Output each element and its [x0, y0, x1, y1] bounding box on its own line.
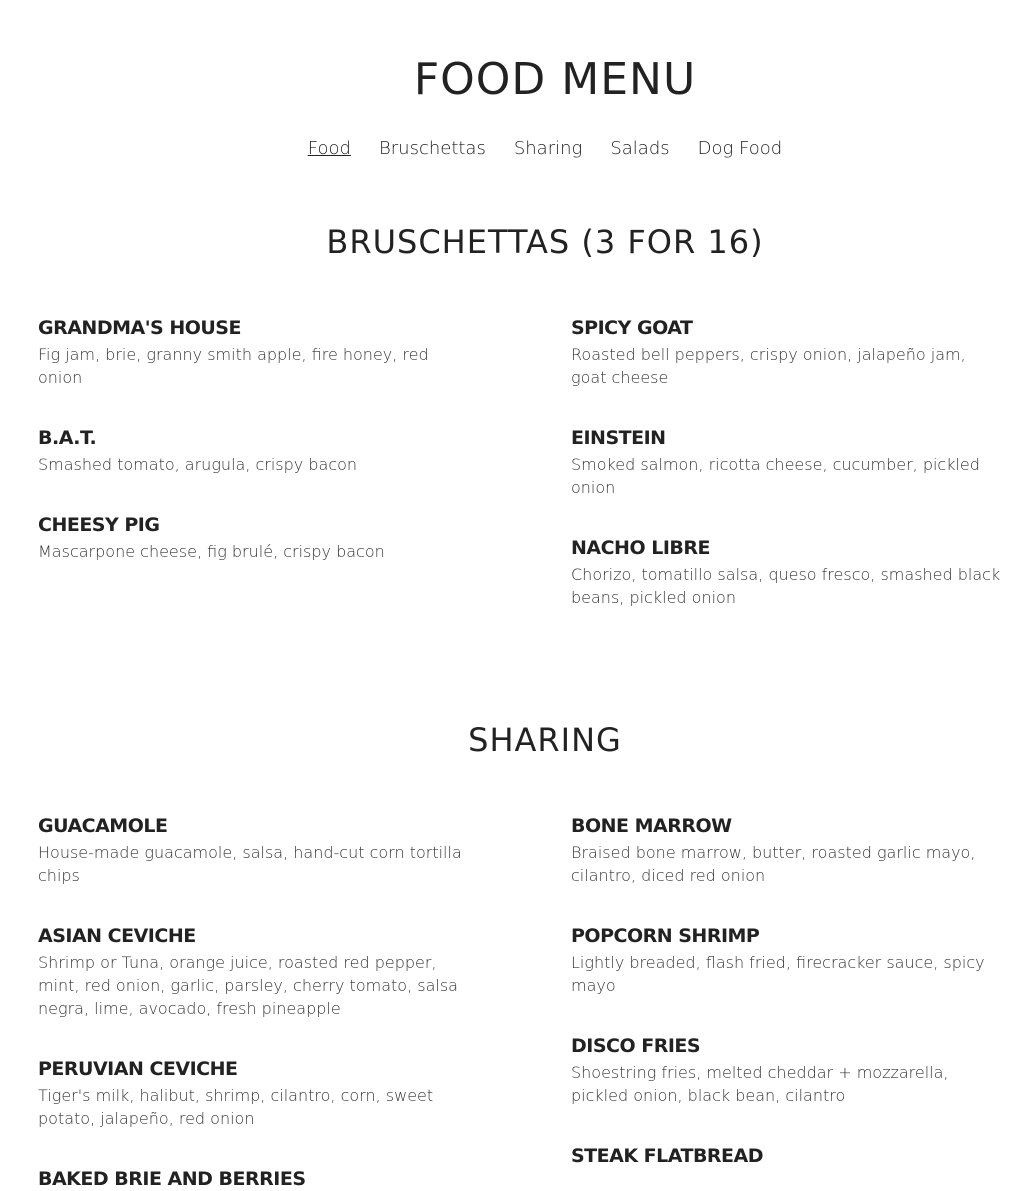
item-description: Smoked salmon, ricotta cheese, cucumber, pickled onion [571, 455, 980, 497]
item-description: Tiger's milk, halibut, shrimp, cilantro, corn, sweet potato, jalapeño, red onion [38, 1086, 434, 1128]
menu-item [38, 426, 468, 476]
menu-item [571, 316, 1001, 389]
menu-item [571, 426, 1001, 499]
item-description: Chorizo, tomatillo salsa, queso fresco, smashed black beans, pickled onion [571, 565, 1001, 607]
bruschettas-right-column [571, 316, 1001, 609]
sharing-left-column [38, 814, 468, 1191]
item-description: Lightly breaded, flash fried, firecracker sauce, spicy mayo [571, 953, 985, 995]
section-title-sharing: SHARING [468, 721, 622, 759]
category-nav [0, 138, 1010, 159]
item-name: NACHO LIBRE [571, 537, 710, 559]
item-name: EINSTEIN [571, 427, 666, 449]
item-name: PERUVIAN CEVICHE [38, 1058, 238, 1080]
menu-item [38, 1167, 468, 1191]
item-name: BAKED BRIE AND BERRIES [38, 1168, 306, 1190]
item-name: B.A.T. [38, 427, 97, 449]
page-title: FOOD MENU [413, 54, 697, 105]
section-title-bruschettas: BRUSCHETTAS (3 FOR 16) [326, 223, 764, 261]
menu-item [38, 316, 468, 389]
menu-item [571, 814, 1001, 887]
item-description: Roasted bell peppers, crispy onion, jalapeño jam, goat cheese [571, 345, 966, 387]
item-description: Mascarpone cheese, fig brulé, crispy bacon [38, 542, 385, 561]
menu-item [571, 924, 1001, 997]
nav-link-food[interactable]: Food [307, 138, 351, 159]
menu-item [571, 1034, 1001, 1107]
item-description: Shrimp or Tuna, orange juice, roasted red pepper, mint, red onion, garlic, parsley, cherry tomato, salsa negra, lime, avocado, fresh pineapple [38, 953, 458, 1018]
item-name: STEAK FLATBREAD [571, 1145, 764, 1167]
bruschettas-left-column [38, 316, 468, 563]
item-name: POPCORN SHRIMP [571, 925, 760, 947]
item-description: Fig jam, brie, granny smith apple, fire honey, red onion [38, 345, 429, 387]
item-description: Smashed tomato, arugula, crispy bacon [38, 455, 358, 474]
menu-item [571, 536, 1001, 609]
menu-item [38, 1057, 468, 1130]
nav-link-bruschettas[interactable]: Bruschettas [378, 138, 486, 159]
item-description: Braised bone marrow, butter, roasted garlic mayo, cilantro, diced red onion [571, 843, 976, 885]
item-name: BONE MARROW [571, 815, 732, 837]
menu-item [38, 924, 468, 1020]
nav-link-sharing[interactable]: Sharing [513, 138, 583, 159]
item-name: DISCO FRIES [571, 1035, 701, 1057]
item-name: ASIAN CEVICHE [38, 925, 196, 947]
item-name: CHEESY PIG [38, 514, 160, 536]
item-description: House-made guacamole, salsa, hand-cut corn tortilla chips [38, 843, 462, 885]
item-name: SPICY GOAT [571, 317, 693, 339]
item-name: GRANDMA'S HOUSE [38, 317, 241, 339]
menu-item [38, 513, 468, 563]
menu-item [38, 814, 468, 887]
item-description: Shoestring fries, melted cheddar + mozzarella, pickled onion, black bean, cilantro [571, 1063, 949, 1105]
menu-item [571, 1144, 1001, 1168]
item-name: GUACAMOLE [38, 815, 168, 837]
nav-link-salads[interactable]: Salads [610, 138, 670, 159]
sharing-right-column [571, 814, 1001, 1168]
nav-link-dog-food[interactable]: Dog Food [697, 138, 783, 159]
